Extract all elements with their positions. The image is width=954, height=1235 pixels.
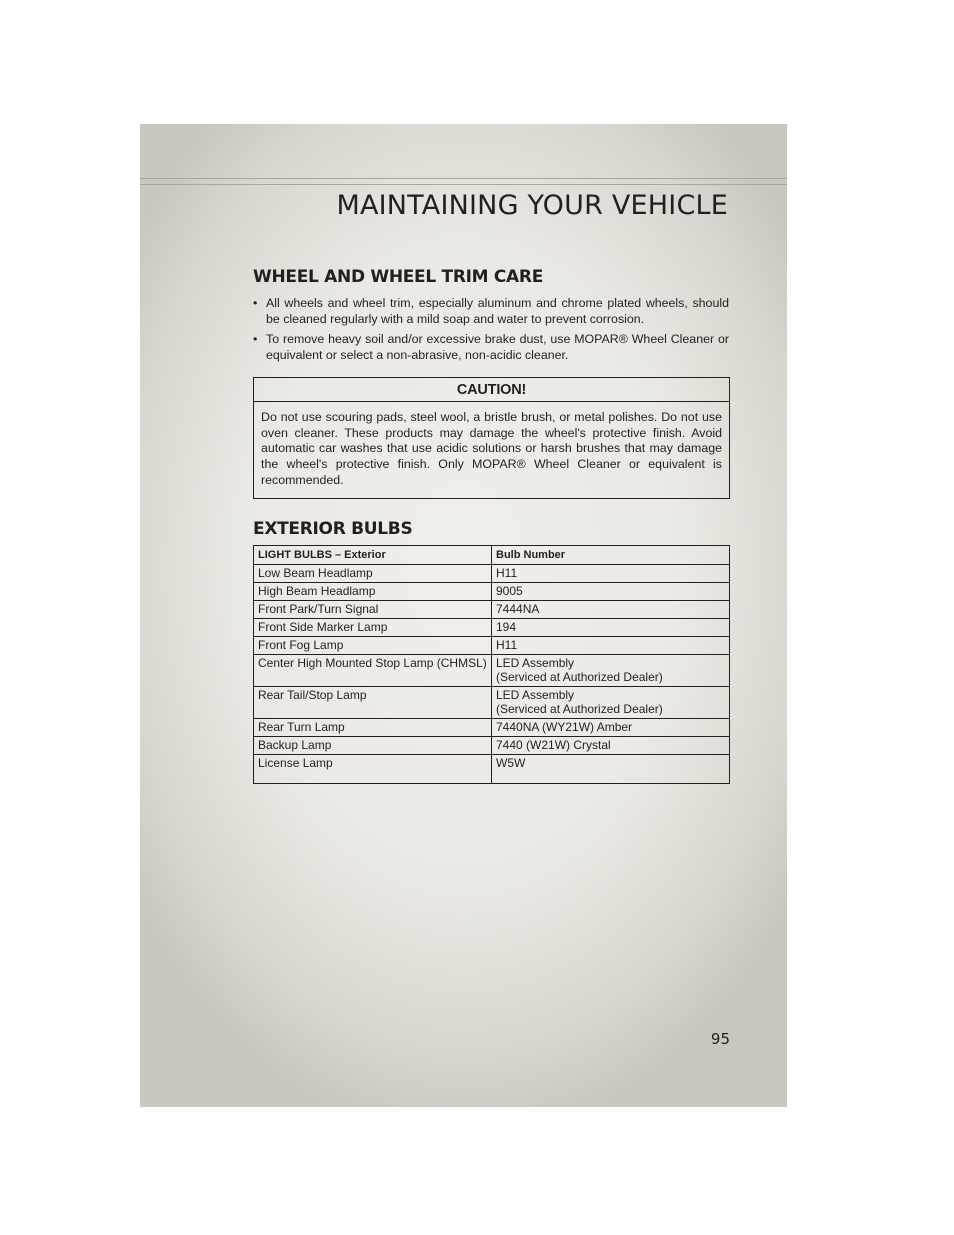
bulb-number-cell: 194 [492, 619, 730, 637]
bullet-glyph: • [253, 296, 258, 310]
bulb-number-cell: 7444NA [492, 601, 730, 619]
table-row [254, 655, 730, 687]
list-item [253, 331, 729, 363]
table-row [254, 601, 730, 619]
table-row [254, 619, 730, 637]
table-row [254, 737, 730, 755]
bullet-text: All wheels and wheel trim, especially aluminum and chrome plated wheels, should be cleaned regularly with a mild soap and water to prevent corrosion. [266, 296, 729, 326]
table-header-row [254, 546, 730, 565]
wheel-care-bullet-list [253, 295, 729, 367]
page-number: 95 [710, 1030, 730, 1048]
bullet-glyph: • [253, 332, 258, 346]
bulb-number-note: (Serviced at Authorized Dealer) [496, 670, 663, 684]
header-rule-top [140, 178, 787, 179]
bulb-name-cell: Rear Tail/Stop Lamp [254, 687, 492, 719]
bulb-name-cell: Front Park/Turn Signal [254, 601, 492, 619]
section-heading-wheel-care: WHEEL AND WHEEL TRIM CARE [253, 267, 544, 287]
bulb-number-cell: H11 [492, 637, 730, 655]
table-row [254, 583, 730, 601]
bulb-name-cell: Center High Mounted Stop Lamp (CHMSL) [254, 655, 492, 687]
caution-box [253, 377, 730, 499]
bulb-number-cell: 7440NA (WY21W) Amber [492, 719, 730, 737]
column-header-light-bulbs: LIGHT BULBS – Exterior [254, 546, 492, 565]
exterior-bulbs-table [253, 545, 730, 784]
bullet-text: To remove heavy soil and/or excessive brake dust, use MOPAR® Wheel Cleaner or equivalent or select a non-abrasive, non-acidic cleaner. [266, 332, 729, 362]
header-rule-bottom [140, 184, 787, 185]
bulb-number-cell: W5W [492, 755, 730, 784]
bulb-number-cell: 7440 (W21W) Crystal [492, 737, 730, 755]
bulb-name-cell: Front Side Marker Lamp [254, 619, 492, 637]
bulb-name-cell: Front Fog Lamp [254, 637, 492, 655]
bulb-number-cell [492, 655, 730, 687]
caution-text: Do not use scouring pads, steel wool, a bristle brush, or metal polishes. Do not use oven cleaner. These products may damage the wheel's protective finish. Avoid automatic car washes that use acidic solutions or harsh brushes that may damage the wheel's protective finish. Only MOPAR® Wheel Cleaner or equivalent is recommended. [261, 410, 722, 487]
bulb-number-text: LED Assembly [496, 656, 575, 670]
bulb-number-note: (Serviced at Authorized Dealer) [496, 702, 663, 716]
table-row [254, 637, 730, 655]
bulb-name-cell: High Beam Headlamp [254, 583, 492, 601]
column-header-bulb-number: Bulb Number [492, 546, 730, 565]
caution-title: CAUTION! [254, 378, 729, 402]
chapter-title: MAINTAINING YOUR VEHICLE [336, 190, 728, 221]
bulb-number-cell: H11 [492, 565, 730, 583]
bulb-name-cell: Low Beam Headlamp [254, 565, 492, 583]
table-row [254, 565, 730, 583]
bulb-number-cell: 9005 [492, 583, 730, 601]
bulb-name-cell: Backup Lamp [254, 737, 492, 755]
section-heading-exterior-bulbs: EXTERIOR BULBS [253, 519, 413, 539]
table-row [254, 719, 730, 737]
table-row [254, 687, 730, 719]
bulb-name-cell: Rear Turn Lamp [254, 719, 492, 737]
bulb-number-text: LED Assembly [496, 688, 575, 702]
table-row [254, 755, 730, 784]
bulb-name-cell: License Lamp [254, 755, 492, 784]
list-item [253, 295, 729, 327]
bulb-number-cell [492, 687, 730, 719]
